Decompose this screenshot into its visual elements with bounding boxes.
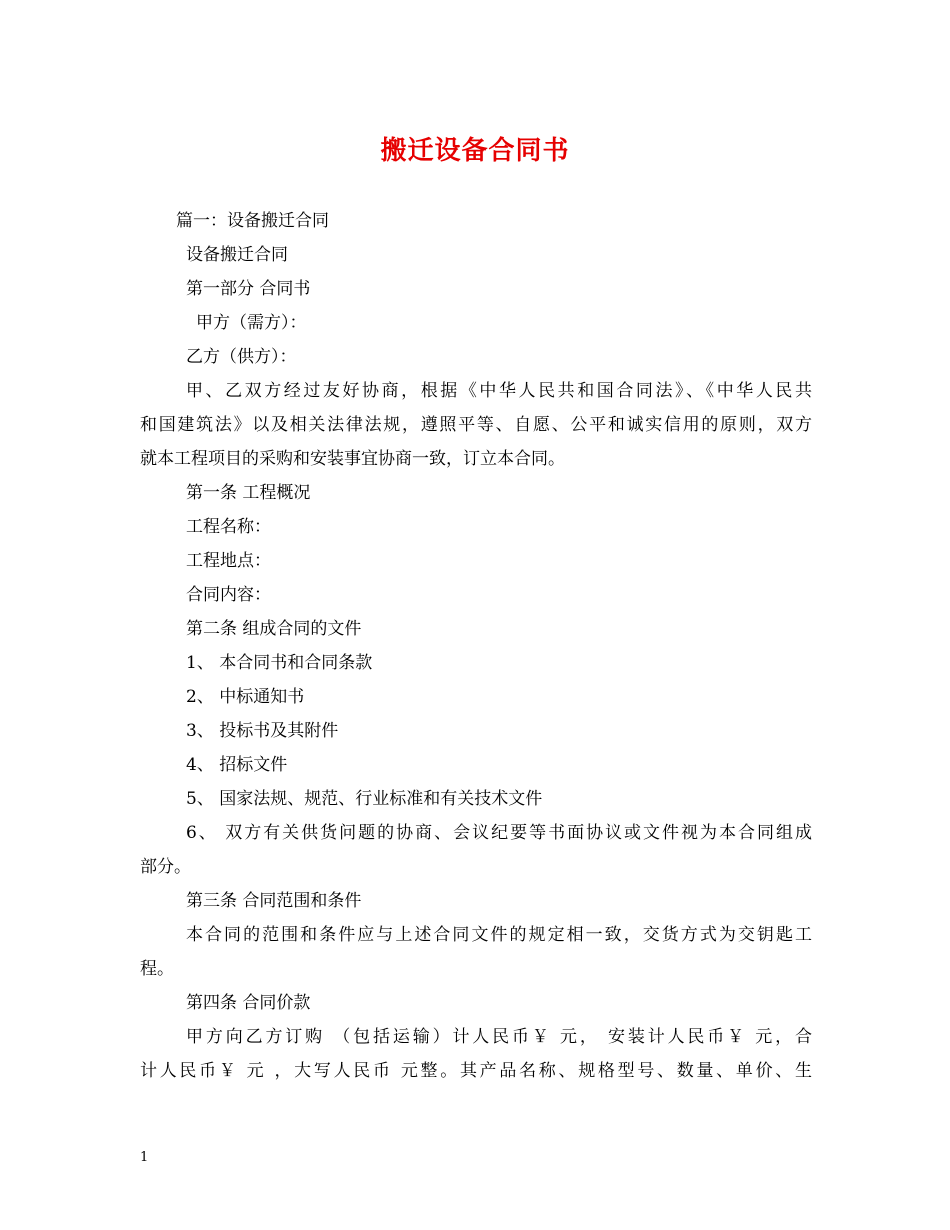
doc-subtitle: 设备搬迁合同 [186, 245, 288, 265]
document-title: 搬迁设备合同书 [380, 136, 570, 166]
list-item: 5、 国家法规、规范、行业标准和有关技术文件 [186, 789, 543, 809]
page-number: 1 [140, 1150, 149, 1165]
paragraph-line: 程。 [140, 959, 174, 979]
list-item: 4、 招标文件 [186, 755, 288, 775]
part-heading: 第一部分 合同书 [186, 279, 311, 299]
document-body [140, 204, 812, 1088]
list-item: 3、 投标书及其附件 [186, 721, 339, 741]
paragraph-line: 部分。 [140, 857, 191, 877]
article-heading: 第三条 合同范围和条件 [186, 891, 362, 911]
article-heading: 第一条 工程概况 [186, 483, 311, 503]
list-item: 2、 中标通知书 [186, 687, 305, 707]
field-label: 合同内容： [186, 585, 271, 605]
paragraph-line: 就本工程项目的采购和安装事宜协商一致，订立本合同。 [140, 449, 565, 469]
field-label: 工程地点： [186, 551, 271, 571]
section-heading: 篇一：设备搬迁合同 [176, 211, 329, 231]
article-heading: 第二条 组成合同的文件 [186, 619, 362, 639]
list-item: 6、 双方有关供货问题的协商、会议纪要等书面协议或文件视为本合同组成 [186, 823, 812, 843]
party-a-line: 甲方（需方）： [196, 313, 307, 333]
party-b-line: 乙方（供方）： [186, 347, 297, 367]
article-heading: 第四条 合同价款 [186, 993, 311, 1013]
list-item: 1、 本合同书和合同条款 [186, 653, 373, 673]
paragraph-line: 本合同的范围和条件应与上述合同文件的规定相一致，交货方式为交钥匙工 [186, 925, 812, 945]
paragraph-line: 甲方向乙方订购 （包括运输）计人民币￥ 元， 安装计人民币￥ 元，合 [186, 1027, 812, 1047]
paragraph-line: 和国建筑法》以及相关法律法规，遵照平等、自愿、公平和诚实信用的原则，双方 [140, 415, 812, 435]
field-label: 工程名称： [186, 517, 271, 537]
paragraph-line: 甲、乙双方经过友好协商，根据《中华人民共和国合同法》、《中华人民共 [186, 381, 812, 401]
paragraph-line: 计人民币￥ 元 ，大写人民币 元整。其产品名称、规格型号、数量、单价、生 [140, 1061, 812, 1081]
